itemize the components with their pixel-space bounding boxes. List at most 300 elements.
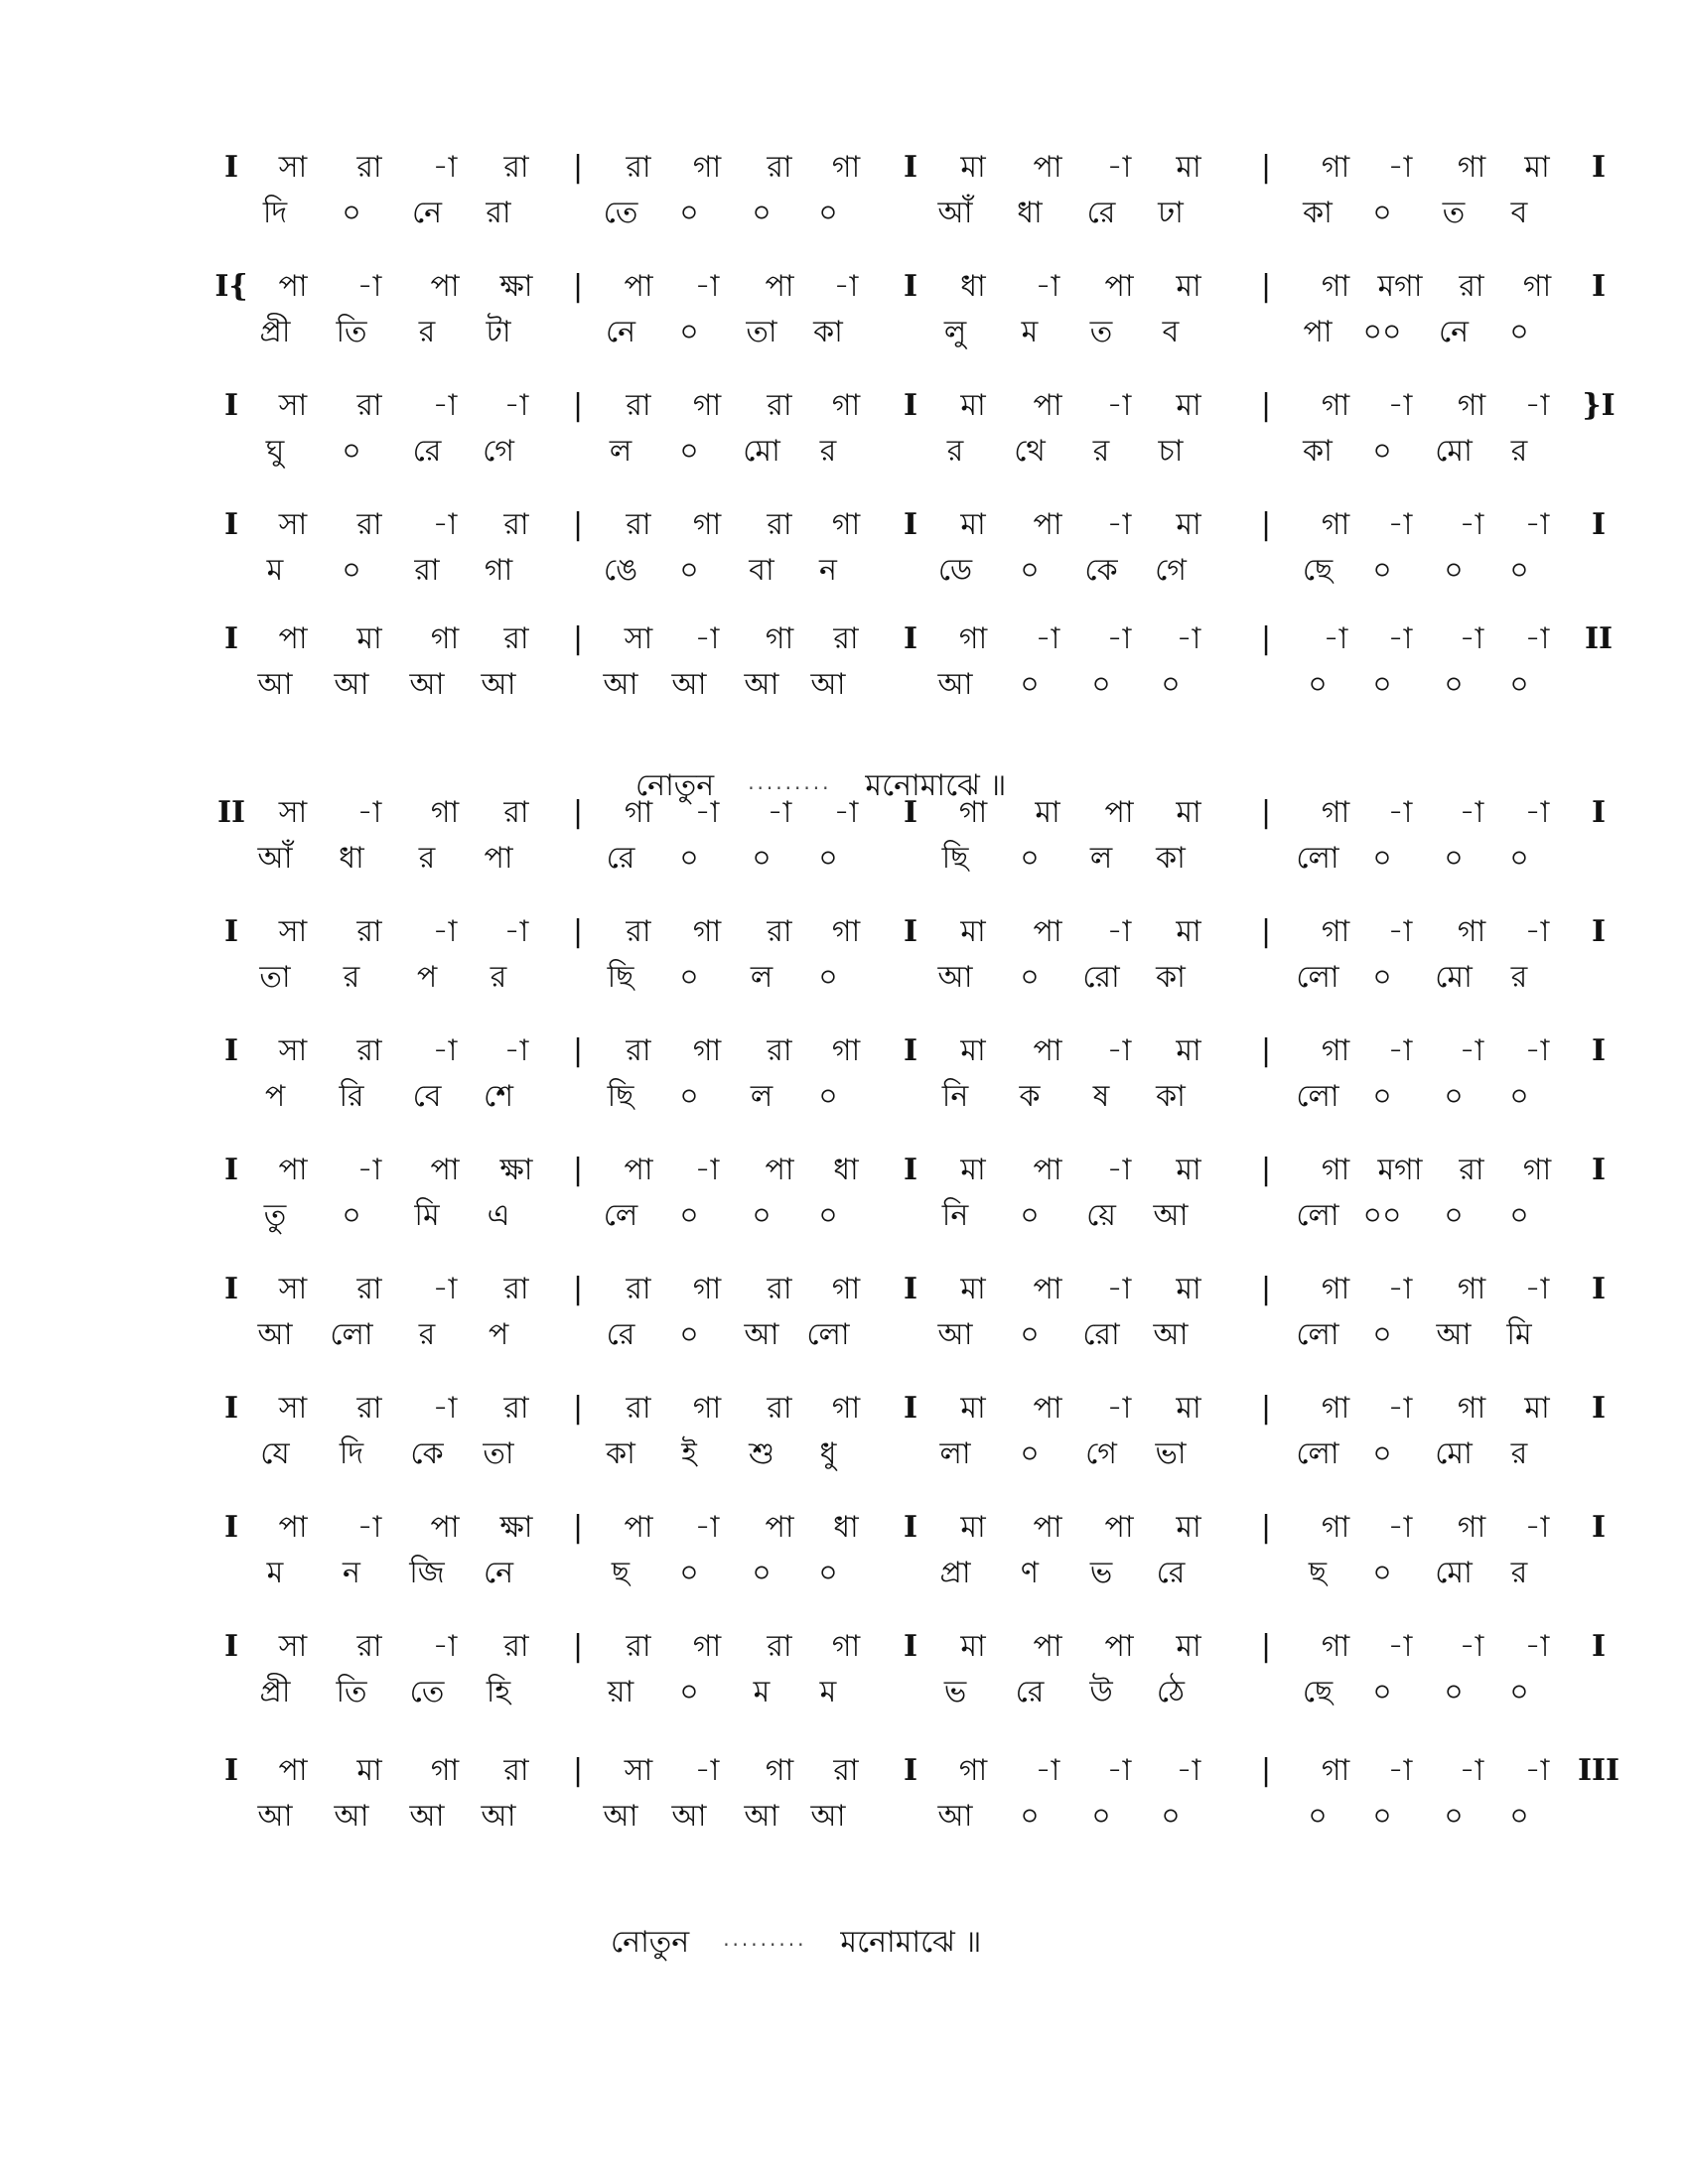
swara-note: -া [1459,1753,1484,1788]
lyric-syllable: রা [414,553,440,588]
section-marker: I [903,1391,918,1426]
swara-note: -া [1524,914,1550,949]
swara-note: গা [624,795,653,830]
swara-note: গা [831,388,861,423]
lyric-syllable: র [1092,434,1110,469]
section-marker: I [903,1153,918,1187]
lyric-syllable: থে [1014,434,1046,469]
lyric-syllable: ০ [1372,1436,1392,1471]
lyric-syllable: কে [1084,553,1118,588]
swara-note: ক্ষা [499,269,533,304]
lyric-syllable: ০ [1444,667,1464,702]
lyric-syllable: র [490,960,507,995]
lyric-line [0,1316,1688,1356]
swara-note: -া [1387,1272,1413,1306]
notation-row [0,387,1688,506]
notation-row [0,268,1688,387]
swara-note: গা [692,1272,722,1306]
swara-note: মা [960,1272,986,1306]
swara-note: মা [960,150,986,185]
lyric-line [0,1435,1688,1475]
section-marker: I [903,150,918,185]
swara-note: -া [1176,621,1201,656]
lyric-syllable: বে [412,1079,442,1114]
swara-note: গা [1321,1153,1350,1187]
bar-line: | [1260,388,1272,423]
swara-note: রা [767,150,792,185]
swara-note: -া [1106,507,1132,542]
swara-line [0,1628,1688,1668]
lyric-line [0,1078,1688,1118]
lyric-syllable: ০ [752,1198,772,1233]
lyric-syllable: ব [1510,196,1528,230]
section-marker: I [903,507,918,542]
swara-note: মগা [1377,1153,1423,1187]
lyric-syllable: র [819,434,837,469]
swara-note: গা [1457,1391,1486,1426]
swara-note: গা [1321,388,1350,423]
swara-note: মা [1176,1033,1201,1068]
swara-note: রা [626,507,651,542]
notation-row [0,1032,1688,1152]
lyric-syllable: ০ [1372,841,1392,876]
swara-note: গা [831,1033,861,1068]
swara-note: ক্ষা [499,1510,533,1545]
swara-note: সা [278,914,308,949]
swara-line [0,387,1688,427]
swara-note: রা [767,1033,792,1068]
swara-note: গা [831,1272,861,1306]
lyric-line [0,552,1688,592]
swara-note: গা [692,150,722,185]
swara-note: -া [432,507,458,542]
swara-note: সা [278,1391,308,1426]
swara-note: মা [1176,507,1201,542]
section-marker: I [223,1153,239,1187]
swara-note: মা [1176,1153,1201,1187]
swara-note: গা [831,914,861,949]
swara-note: ক্ষা [499,1153,533,1187]
lyric-syllable: ০ [1020,1799,1040,1834]
swara-note: রা [833,1753,859,1788]
swara-note: মগা [1377,269,1423,304]
swara-note: -া [1524,621,1550,656]
lyric-syllable: ০ [679,553,699,588]
swara-note: -া [1387,507,1413,542]
swara-note: সা [624,621,653,656]
lyric-syllable: র [1510,1556,1528,1590]
bar-line: | [572,269,584,304]
lyric-syllable: র [343,960,360,995]
lyric-syllable: নে [605,315,636,349]
bar-line: | [1260,1391,1272,1426]
swara-note: -া [356,269,382,304]
swara-note: গা [1321,269,1350,304]
section-marker: I [1591,914,1607,949]
swara-note: -া [833,269,859,304]
lyric-syllable: আ [334,667,369,702]
swara-note: গা [692,388,722,423]
swara-note: পা [1033,914,1062,949]
swara-note: রা [767,388,792,423]
lyric-syllable: ০ [1308,1799,1328,1834]
bar-line: | [572,1629,584,1664]
lyric-syllable: শু [749,1436,774,1471]
swara-note: রা [356,1033,382,1068]
lyric-syllable: ০ [1020,1198,1040,1233]
lyric-syllable: ০ [818,1079,838,1114]
section-marker: I [223,507,239,542]
lyric-syllable: তা [483,1436,514,1471]
lyric-syllable: য়ে [1086,1198,1116,1233]
refrain-start-word: নোতুন [611,1925,690,1960]
swara-note: রা [503,1272,529,1306]
lyric-syllable: নি [941,1198,969,1233]
lyric-syllable: আ [937,1317,973,1352]
lyric-syllable: ০ [818,1556,838,1590]
swara-note: রা [503,150,529,185]
swara-note: পা [278,1510,308,1545]
swara-note: -া [432,914,458,949]
lyric-syllable: ০ [818,196,838,230]
bar-line: | [572,388,584,423]
swara-note: রা [626,388,651,423]
section-marker: I [903,388,918,423]
lyric-syllable: মো [1435,434,1473,469]
swara-note: পা [765,1153,794,1187]
lyric-syllable: মো [1435,1556,1473,1590]
swara-note: গা [1321,1033,1350,1068]
notation-row [0,1390,1688,1509]
bar-line: | [572,1510,584,1545]
lyric-syllable: ০ [1020,841,1040,876]
swara-note: পা [1033,1510,1062,1545]
lyric-syllable: ০ [1509,1675,1529,1709]
lyric-syllable: ০ [1372,1799,1392,1834]
notation-row [0,1509,1688,1628]
swara-note: -া [1387,1629,1413,1664]
section-marker: I [1591,1153,1607,1187]
swara-note: পা [624,1510,653,1545]
section-marker: I [223,914,239,949]
swara-note: রা [767,914,792,949]
lyric-syllable: এ [487,1198,510,1233]
section-marker: I [1591,1033,1607,1068]
bar-line: | [1260,621,1272,656]
swara-note: মা [960,1510,986,1545]
lyric-syllable: ০ [752,1556,772,1590]
swara-note: সা [624,1753,653,1788]
swara-note: সা [278,1629,308,1664]
lyric-syllable: ছি [941,841,969,876]
swara-note: সা [278,1272,308,1306]
swara-note: রা [503,1753,529,1788]
lyric-syllable: ০ [342,196,361,230]
lyric-syllable: র [946,434,964,469]
swara-note: -া [1459,1033,1484,1068]
lyric-syllable: লা [939,1436,971,1471]
swara-note: -া [1524,1272,1550,1306]
swara-note: মা [1176,795,1201,830]
lyric-syllable: ণ [1020,1556,1040,1590]
lyric-syllable: ল [750,1079,774,1114]
lyric-syllable: ০ [1020,1317,1040,1352]
bar-line: | [572,1153,584,1187]
lyric-syllable: ০ [1020,667,1040,702]
lyric-syllable: ল [1089,841,1113,876]
swara-note: -া [694,1153,720,1187]
swara-note: মা [1524,1391,1550,1426]
swara-note: গা [831,1629,861,1664]
swara-note: পা [1104,1629,1134,1664]
swara-note: মা [960,1033,986,1068]
lyric-syllable: র [418,1317,436,1352]
lyric-syllable: ম [819,1675,837,1709]
lyric-syllable: ০ [1308,667,1328,702]
swara-note: গা [692,1629,722,1664]
lyric-syllable: ডে [937,553,973,588]
swara-note: -া [503,914,529,949]
lyric-syllable: ০ [1444,1799,1464,1834]
swara-note: রা [767,1272,792,1306]
swara-line [0,1509,1688,1549]
section-marker: I [223,1510,239,1545]
swara-note: -া [1387,1510,1413,1545]
lyric-syllable: কা [1303,434,1333,469]
ellipsis-dots: ········· [723,1933,807,1957]
lyric-syllable: ০ [679,1317,699,1352]
swara-note: -া [833,795,859,830]
lyric-syllable: তা [746,315,777,349]
refrain-end-word: মনোমাঝে ॥ [840,1925,982,1960]
lyric-line [0,1197,1688,1237]
lyric-syllable: আ [937,960,973,995]
swara-note: রা [356,507,382,542]
swara-note: -া [1106,1753,1132,1788]
section-marker: I [903,1629,918,1664]
swara-note: গা [692,1391,722,1426]
notation-row [0,1628,1688,1747]
lyric-syllable: ঢা [1158,196,1184,230]
lyric-syllable: চা [1158,434,1184,469]
swara-note: -া [356,795,382,830]
swara-note: -া [1387,150,1413,185]
lyric-syllable: ছ [611,1556,631,1590]
lyric-syllable: ০ [752,196,772,230]
lyric-syllable: তি [336,1675,367,1709]
lyric-syllable: ০ [1020,1436,1040,1471]
swara-note: গা [1457,914,1486,949]
swara-note: -া [1459,621,1484,656]
swara-note: রা [356,1629,382,1664]
bar-line: | [1260,1510,1272,1545]
lyric-syllable: আ [409,667,445,702]
lyric-syllable: ০ [1509,1079,1529,1114]
lyric-syllable: ০ [1509,553,1529,588]
swara-note: গা [1321,507,1350,542]
lyric-syllable: প [416,960,438,995]
swara-note: পা [278,1753,308,1788]
swara-note: -া [1035,1753,1060,1788]
swara-line [0,794,1688,834]
lyric-syllable: কা [606,1436,635,1471]
lyric-syllable: ধা [339,841,364,876]
swara-note: গা [692,507,722,542]
lyric-syllable: জি [409,1556,445,1590]
lyric-syllable: ০ [1509,1198,1529,1233]
lyric-syllable: গে [1155,553,1187,588]
lyric-syllable: ০ [1161,667,1181,702]
lyric-syllable: ০ [679,1079,699,1114]
swara-note: রা [356,1272,382,1306]
swara-line [0,1390,1688,1430]
section-marker: I [223,1629,239,1664]
notation-row [0,149,1688,268]
lyric-syllable: রে [1156,1556,1186,1590]
lyric-syllable: শে [484,1079,513,1114]
swara-note: মা [1176,1272,1201,1306]
lyric-syllable: নি [941,1079,969,1114]
refrain-footer [611,1921,981,1965]
swara-note: -া [1106,1391,1132,1426]
lyric-syllable: ০০ [1362,315,1402,349]
swara-note: পা [1033,1391,1062,1426]
lyric-line [0,666,1688,706]
swara-note: -া [694,1510,720,1545]
swara-note: -া [1323,621,1348,656]
lyric-syllable: ০ [1372,667,1392,702]
swara-note: -া [432,1033,458,1068]
swara-note: পা [278,269,308,304]
swara-note: রা [356,914,382,949]
swara-note: গা [430,1753,460,1788]
lyric-syllable: মো [1435,1436,1473,1471]
section-marker: I [223,1391,239,1426]
lyric-syllable: রো [1082,960,1120,995]
lyric-syllable: আ [481,667,516,702]
swara-note: -া [1387,621,1413,656]
swara-note: রা [626,1391,651,1426]
swara-note: মা [960,1629,986,1664]
swara-note: গা [765,1753,794,1788]
swara-note: রা [767,1629,792,1664]
lyric-syllable: ০ [679,196,699,230]
section-marker: I [1591,269,1607,304]
lyric-syllable: ০ [1444,1675,1464,1709]
lyric-syllable: ০ [1091,1799,1111,1834]
bar-line: | [572,621,584,656]
lyric-syllable: আ [334,1799,369,1834]
swara-note: পা [1104,269,1134,304]
lyric-syllable: কা [1156,841,1186,876]
lyric-syllable: লো [1296,960,1339,995]
swara-note: -া [1387,1391,1413,1426]
notation-row [0,913,1688,1032]
lyric-syllable: মো [743,434,780,469]
lyric-syllable: ০ [342,553,361,588]
lyric-syllable: আ [1436,1317,1472,1352]
lyric-syllable: ০ [1372,1317,1392,1352]
swara-note: গা [692,1033,722,1068]
swara-note: রা [626,1033,651,1068]
lyric-syllable: মি [414,1198,440,1233]
swara-note: পা [430,1510,460,1545]
swara-line [0,506,1688,546]
lyric-syllable: র [418,315,436,349]
swara-note: মা [1176,150,1201,185]
lyric-syllable: লো [1296,1317,1339,1352]
lyric-syllable: র [1510,1436,1528,1471]
swara-note: মা [960,1391,986,1426]
lyric-syllable: ০ [1372,196,1392,230]
swara-note: গা [430,795,460,830]
lyric-syllable: ই [681,1436,697,1471]
swara-note: পা [1104,1510,1134,1545]
lyric-syllable: য়া [607,1675,634,1709]
lyric-syllable: পা [1303,315,1333,349]
lyric-syllable: ০ [1372,553,1392,588]
swara-note: পা [1033,150,1062,185]
lyric-syllable: রো [1082,1317,1120,1352]
swara-note: -া [1387,795,1413,830]
swara-note: রা [626,914,651,949]
section-marker: I [903,1272,918,1306]
lyric-line [0,959,1688,999]
section-marker: I [903,914,918,949]
lyric-syllable: আ [744,1799,779,1834]
lyric-syllable: কা [1156,960,1186,995]
swara-note: রা [356,150,382,185]
swara-note: -া [1524,795,1550,830]
swara-note: -া [356,1510,382,1545]
swara-note: -া [1106,1272,1132,1306]
lyric-syllable: ০ [679,315,699,349]
lyric-syllable: ০ [1372,1556,1392,1590]
lyric-syllable: রা [486,196,511,230]
lyric-syllable: পা [484,841,513,876]
swara-note: রা [356,1391,382,1426]
swara-note: -া [694,269,720,304]
lyric-syllable: ধু [819,1436,837,1471]
bar-line: | [1260,507,1272,542]
swara-note: সা [278,507,308,542]
lyric-syllable: লে [603,1198,638,1233]
lyric-syllable: ০ [1161,1799,1181,1834]
swara-note: -া [1035,621,1060,656]
swara-note: -া [1524,1629,1550,1664]
lyric-syllable: আ [603,1799,638,1834]
lyric-syllable: আ [409,1799,445,1834]
swara-note: -া [1524,388,1550,423]
lyric-syllable: ন [819,553,837,588]
swara-note: -া [1106,388,1132,423]
swara-note: গা [1457,1272,1486,1306]
lyric-syllable: ক [1019,1079,1041,1114]
lyric-syllable: গা [484,553,513,588]
bar-line: | [1260,269,1272,304]
swara-note: পা [430,269,460,304]
lyric-syllable: র [1510,434,1528,469]
lyric-line [0,314,1688,353]
lyric-syllable: লো [806,1317,850,1352]
lyric-syllable: তে [409,1675,445,1709]
section-marker: I [903,621,918,656]
lyric-syllable: কে [410,1436,444,1471]
lyric-syllable: ০ [1372,960,1392,995]
lyric-syllable: রে [606,1317,635,1352]
refrain-end-word: মনোমাঝে ॥ [865,768,1007,803]
swara-note: -া [432,150,458,185]
